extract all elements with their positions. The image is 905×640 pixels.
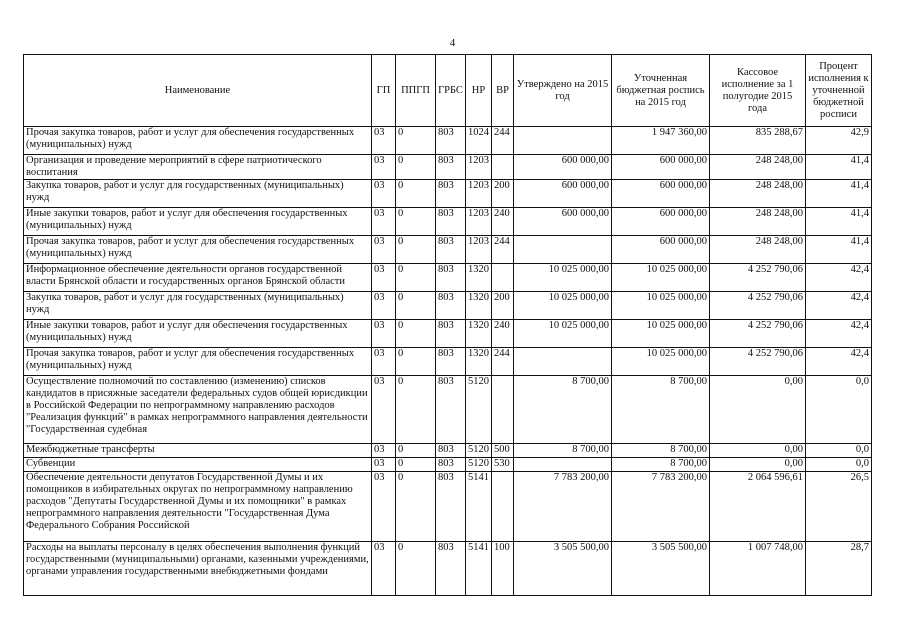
cell-revised-text: 600 000,00 xyxy=(659,180,707,191)
cell-gp-text: 03 xyxy=(374,320,385,331)
cell-grbs-text: 803 xyxy=(438,458,454,469)
cell-name xyxy=(24,127,372,155)
cell-ppgp xyxy=(396,180,436,208)
cell-vr-text: 200 xyxy=(494,292,510,303)
cell-np xyxy=(466,472,492,542)
cell-approved xyxy=(514,320,612,348)
cell-percent-text: 0,0 xyxy=(855,376,869,387)
table-header-row xyxy=(24,55,872,127)
cell-revised xyxy=(612,208,710,236)
cell-name-text: Прочая закупка товаров, работ и услуг для обеспечения государственных (муниципальных) нужд xyxy=(26,348,355,371)
cell-approved-text: 600 000,00 xyxy=(561,180,609,191)
cell-np-text: 5120 xyxy=(468,458,489,469)
cell-grbs xyxy=(436,320,466,348)
cell-vr xyxy=(492,236,514,264)
cell-grbs-text: 803 xyxy=(438,155,454,166)
cell-approved-text: 8 700,00 xyxy=(572,376,609,387)
cell-ppgp-text: 0 xyxy=(398,472,404,483)
cell-grbs-text: 803 xyxy=(438,348,454,359)
header-grbs: ГРБС xyxy=(436,55,466,127)
cell-vr xyxy=(492,320,514,348)
cell-name-text: Прочая закупка товаров, работ и услуг для обеспечения государственных (муниципальных) нужд xyxy=(26,236,355,259)
cell-grbs xyxy=(436,376,466,444)
cell-revised xyxy=(612,376,710,444)
cell-cash-text: 4 252 790,06 xyxy=(747,320,803,331)
cell-ppgp xyxy=(396,348,436,376)
cell-name xyxy=(24,180,372,208)
cell-vr-text: 200 xyxy=(494,180,510,191)
cell-vr xyxy=(492,208,514,236)
cell-percent-text: 41,4 xyxy=(850,236,869,247)
cell-percent xyxy=(806,155,872,180)
cell-revised xyxy=(612,472,710,542)
cell-cash xyxy=(710,458,806,472)
cell-approved-text: 7 783 200,00 xyxy=(553,472,609,483)
cell-revised-text: 600 000,00 xyxy=(659,208,707,219)
header-np: НР xyxy=(466,55,492,127)
cell-name-text: Иные закупки товаров, работ и услуг для обеспечения государственных (муниципальных) нужд xyxy=(26,208,348,231)
cell-gp-text: 03 xyxy=(374,458,385,469)
cell-percent-text: 42,9 xyxy=(850,127,869,138)
cell-gp-text: 03 xyxy=(374,472,385,483)
cell-approved-text: 8 700,00 xyxy=(572,444,609,455)
page-number: 4 xyxy=(449,37,456,49)
cell-ppgp xyxy=(396,376,436,444)
cell-percent xyxy=(806,180,872,208)
cell-np xyxy=(466,458,492,472)
cell-approved xyxy=(514,472,612,542)
cell-name-text: Осуществление полномочий по составлению (изменению) списков кандидатов в присяжные заседатели федеральных судов общей юрисдикции в Российской Федерации по непрограммному направлению расходов "Реализация функций" в рамках непрограммного направления деятельности "Государственная судебная xyxy=(26,376,368,435)
cell-revised-text: 3 505 500,00 xyxy=(651,542,707,553)
cell-gp-text: 03 xyxy=(374,155,385,166)
cell-grbs xyxy=(436,264,466,292)
cell-np xyxy=(466,444,492,458)
cell-np-text: 5141 xyxy=(468,542,489,553)
cell-revised xyxy=(612,444,710,458)
cell-gp xyxy=(372,376,396,444)
table-row xyxy=(24,458,872,472)
cell-gp-text: 03 xyxy=(374,376,385,387)
cell-grbs xyxy=(436,155,466,180)
cell-np-text: 1320 xyxy=(468,320,489,331)
cell-vr-text: 244 xyxy=(494,127,510,138)
cell-gp-text: 03 xyxy=(374,208,385,219)
cell-percent xyxy=(806,348,872,376)
cell-revised xyxy=(612,127,710,155)
cell-grbs-text: 803 xyxy=(438,472,454,483)
cell-np-text: 1203 xyxy=(468,236,489,247)
cell-name-text: Субвенции xyxy=(26,458,76,469)
cell-gp xyxy=(372,127,396,155)
table-row xyxy=(24,320,872,348)
cell-percent-text: 0,0 xyxy=(855,458,869,469)
cell-name xyxy=(24,376,372,444)
cell-np-text: 5141 xyxy=(468,472,489,483)
budget-table xyxy=(23,54,872,596)
cell-percent-text: 41,4 xyxy=(850,180,869,191)
cell-np-text: 1024 xyxy=(468,127,489,138)
cell-revised xyxy=(612,264,710,292)
table-row xyxy=(24,155,872,180)
cell-revised xyxy=(612,458,710,472)
cell-cash xyxy=(710,472,806,542)
cell-vr xyxy=(492,542,514,596)
cell-ppgp xyxy=(396,542,436,596)
cell-vr xyxy=(492,376,514,444)
cell-cash xyxy=(710,236,806,264)
table-row xyxy=(24,208,872,236)
cell-cash xyxy=(710,292,806,320)
cell-np-text: 1320 xyxy=(468,292,489,303)
cell-name-text: Информационное обеспечение деятельности органов государственной власти Брянской области и государственных органов Брянской области xyxy=(26,264,345,287)
header-gp: ГП xyxy=(372,55,396,127)
cell-approved xyxy=(514,208,612,236)
cell-grbs-text: 803 xyxy=(438,180,454,191)
cell-revised-text: 10 025 000,00 xyxy=(646,348,707,359)
table-row xyxy=(24,472,872,542)
cell-gp-text: 03 xyxy=(374,542,385,553)
cell-name xyxy=(24,236,372,264)
cell-grbs xyxy=(436,472,466,542)
cell-cash-text: 248 248,00 xyxy=(755,236,803,247)
cell-vr-text: 244 xyxy=(494,236,510,247)
cell-name xyxy=(24,444,372,458)
cell-cash-text: 248 248,00 xyxy=(755,208,803,219)
cell-gp-text: 03 xyxy=(374,180,385,191)
cell-vr xyxy=(492,155,514,180)
cell-approved xyxy=(514,180,612,208)
cell-percent xyxy=(806,458,872,472)
cell-ppgp-text: 0 xyxy=(398,155,404,166)
cell-vr-text: 500 xyxy=(494,444,510,455)
cell-approved-text: 10 025 000,00 xyxy=(548,264,609,275)
cell-revised xyxy=(612,180,710,208)
cell-cash-text: 0,00 xyxy=(784,376,803,387)
cell-percent-text: 42,4 xyxy=(850,264,869,275)
cell-np xyxy=(466,180,492,208)
cell-np-text: 1203 xyxy=(468,208,489,219)
cell-name-text: Закупка товаров, работ и услуг для государственных (муниципальных) нужд xyxy=(26,180,344,203)
cell-gp-text: 03 xyxy=(374,348,385,359)
cell-revised xyxy=(612,292,710,320)
cell-revised-text: 10 025 000,00 xyxy=(646,320,707,331)
cell-percent-text: 42,4 xyxy=(850,348,869,359)
cell-vr-text: 240 xyxy=(494,320,510,331)
cell-gp xyxy=(372,320,396,348)
cell-approved-text: 3 505 500,00 xyxy=(553,542,609,553)
cell-approved xyxy=(514,376,612,444)
cell-np xyxy=(466,292,492,320)
cell-revised xyxy=(612,236,710,264)
cell-cash-text: 2 064 596,61 xyxy=(747,472,803,483)
cell-cash xyxy=(710,444,806,458)
cell-cash xyxy=(710,264,806,292)
cell-name-text: Иные закупки товаров, работ и услуг для обеспечения государственных (муниципальных) нужд xyxy=(26,320,348,343)
cell-grbs-text: 803 xyxy=(438,127,454,138)
cell-grbs-text: 803 xyxy=(438,292,454,303)
cell-cash xyxy=(710,127,806,155)
cell-grbs xyxy=(436,542,466,596)
cell-ppgp xyxy=(396,444,436,458)
cell-cash xyxy=(710,155,806,180)
cell-cash xyxy=(710,180,806,208)
cell-vr-text: 240 xyxy=(494,208,510,219)
cell-ppgp-text: 0 xyxy=(398,348,404,359)
cell-cash xyxy=(710,320,806,348)
cell-grbs-text: 803 xyxy=(438,376,454,387)
cell-cash-text: 4 252 790,06 xyxy=(747,264,803,275)
header-approved: Утверждено на 2015 год xyxy=(514,55,612,127)
cell-grbs-text: 803 xyxy=(438,320,454,331)
cell-percent-text: 28,7 xyxy=(850,542,869,553)
cell-np-text: 1320 xyxy=(468,348,489,359)
cell-cash-text: 4 252 790,06 xyxy=(747,348,803,359)
cell-ppgp xyxy=(396,320,436,348)
cell-cash-text: 0,00 xyxy=(784,458,803,469)
cell-percent-text: 0,0 xyxy=(855,444,869,455)
cell-ppgp-text: 0 xyxy=(398,127,404,138)
cell-name-text: Обеспечение деятельности депутатов Государственной Думы и их помощников в избирательных округах по непрограммному направлению расходов "Депутаты Государственной Думы и их помощники" в рамках непрограммного направления деятельности "Государственная Дума Федерального Собрания Российской xyxy=(26,472,353,531)
cell-vr xyxy=(492,264,514,292)
cell-approved xyxy=(514,127,612,155)
cell-ppgp-text: 0 xyxy=(398,376,404,387)
cell-revised-text: 1 947 360,00 xyxy=(651,127,707,138)
cell-approved xyxy=(514,542,612,596)
cell-gp xyxy=(372,444,396,458)
cell-cash-text: 0,00 xyxy=(784,444,803,455)
cell-name xyxy=(24,155,372,180)
cell-gp xyxy=(372,208,396,236)
table-row xyxy=(24,444,872,458)
cell-percent-text: 41,4 xyxy=(850,208,869,219)
cell-percent-text: 42,4 xyxy=(850,320,869,331)
cell-ppgp-text: 0 xyxy=(398,320,404,331)
cell-vr xyxy=(492,127,514,155)
cell-approved xyxy=(514,444,612,458)
cell-name xyxy=(24,458,372,472)
cell-grbs xyxy=(436,236,466,264)
cell-ppgp xyxy=(396,458,436,472)
cell-name xyxy=(24,292,372,320)
cell-percent xyxy=(806,264,872,292)
cell-gp xyxy=(372,292,396,320)
cell-ppgp xyxy=(396,236,436,264)
cell-cash-text: 1 007 748,00 xyxy=(747,542,803,553)
cell-name xyxy=(24,542,372,596)
cell-np-text: 1203 xyxy=(468,180,489,191)
cell-name-text: Закупка товаров, работ и услуг для государственных (муниципальных) нужд xyxy=(26,292,344,315)
cell-np xyxy=(466,376,492,444)
cell-cash-text: 248 248,00 xyxy=(755,180,803,191)
cell-gp xyxy=(372,542,396,596)
cell-ppgp-text: 0 xyxy=(398,264,404,275)
cell-name xyxy=(24,348,372,376)
cell-gp xyxy=(372,348,396,376)
cell-np-text: 5120 xyxy=(468,376,489,387)
cell-gp xyxy=(372,180,396,208)
cell-gp-text: 03 xyxy=(374,236,385,247)
cell-revised-text: 600 000,00 xyxy=(659,236,707,247)
cell-approved xyxy=(514,348,612,376)
table-row xyxy=(24,180,872,208)
header-vr: ВР xyxy=(492,55,514,127)
cell-grbs-text: 803 xyxy=(438,236,454,247)
cell-name-text: Расходы на выплаты персоналу в целях обеспечения выполнения функций государственными (муниципальными) органами, казенными учреждениями, органами управления государственными внебюджетными фондами xyxy=(26,542,369,577)
cell-percent-text: 42,4 xyxy=(850,292,869,303)
table-row xyxy=(24,264,872,292)
cell-grbs-text: 803 xyxy=(438,444,454,455)
cell-name xyxy=(24,264,372,292)
cell-ppgp-text: 0 xyxy=(398,292,404,303)
cell-vr xyxy=(492,458,514,472)
cell-ppgp-text: 0 xyxy=(398,180,404,191)
cell-ppgp-text: 0 xyxy=(398,208,404,219)
cell-cash xyxy=(710,542,806,596)
cell-revised-text: 8 700,00 xyxy=(670,444,707,455)
cell-approved xyxy=(514,458,612,472)
cell-grbs xyxy=(436,444,466,458)
table-row xyxy=(24,348,872,376)
cell-approved-text: 10 025 000,00 xyxy=(548,292,609,303)
cell-grbs xyxy=(436,348,466,376)
cell-grbs-text: 803 xyxy=(438,264,454,275)
cell-percent xyxy=(806,376,872,444)
cell-ppgp xyxy=(396,155,436,180)
cell-gp-text: 03 xyxy=(374,127,385,138)
cell-percent xyxy=(806,127,872,155)
cell-ppgp xyxy=(396,264,436,292)
cell-approved xyxy=(514,264,612,292)
header-percent: Процент исполнения к уточненной бюджетной росписи xyxy=(806,55,872,127)
cell-name-text: Межбюджетные трансферты xyxy=(26,444,155,455)
cell-vr xyxy=(492,348,514,376)
cell-ppgp-text: 0 xyxy=(398,236,404,247)
cell-np xyxy=(466,348,492,376)
cell-vr xyxy=(492,292,514,320)
cell-approved xyxy=(514,155,612,180)
cell-ppgp-text: 0 xyxy=(398,458,404,469)
cell-cash-text: 835 288,67 xyxy=(755,127,803,138)
table-row xyxy=(24,236,872,264)
cell-revised xyxy=(612,320,710,348)
cell-revised-text: 7 783 200,00 xyxy=(651,472,707,483)
cell-np xyxy=(466,127,492,155)
cell-revised-text: 10 025 000,00 xyxy=(646,292,707,303)
cell-name-text: Прочая закупка товаров, работ и услуг для обеспечения государственных (муниципальных) нужд xyxy=(26,127,355,150)
cell-grbs xyxy=(436,208,466,236)
cell-cash xyxy=(710,348,806,376)
table-row xyxy=(24,542,872,596)
cell-np-text: 1320 xyxy=(468,264,489,275)
cell-np xyxy=(466,542,492,596)
cell-grbs xyxy=(436,180,466,208)
cell-revised xyxy=(612,542,710,596)
cell-grbs-text: 803 xyxy=(438,542,454,553)
cell-grbs xyxy=(436,458,466,472)
header-ppgp: ППГП xyxy=(396,55,436,127)
cell-name xyxy=(24,208,372,236)
cell-percent xyxy=(806,542,872,596)
cell-np-text: 1203 xyxy=(468,155,489,166)
cell-grbs-text: 803 xyxy=(438,208,454,219)
cell-approved-text: 10 025 000,00 xyxy=(548,320,609,331)
cell-gp xyxy=(372,472,396,542)
cell-revised xyxy=(612,348,710,376)
cell-approved-text: 600 000,00 xyxy=(561,155,609,166)
cell-gp xyxy=(372,264,396,292)
cell-np xyxy=(466,236,492,264)
table-row xyxy=(24,127,872,155)
cell-gp xyxy=(372,155,396,180)
cell-np xyxy=(466,264,492,292)
cell-approved-text: 600 000,00 xyxy=(561,208,609,219)
cell-approved xyxy=(514,236,612,264)
cell-np xyxy=(466,320,492,348)
cell-percent xyxy=(806,320,872,348)
cell-revised xyxy=(612,155,710,180)
cell-revised-text: 8 700,00 xyxy=(670,376,707,387)
cell-percent xyxy=(806,444,872,458)
cell-name-text: Организация и проведение мероприятий в сфере патриотического воспитания xyxy=(26,155,322,178)
cell-ppgp xyxy=(396,208,436,236)
cell-gp xyxy=(372,236,396,264)
header-revised: Уточненная бюджетная роспись на 2015 год xyxy=(612,55,710,127)
cell-vr xyxy=(492,444,514,458)
table-row xyxy=(24,292,872,320)
cell-np xyxy=(466,155,492,180)
cell-vr-text: 244 xyxy=(494,348,510,359)
cell-name xyxy=(24,320,372,348)
cell-ppgp xyxy=(396,127,436,155)
cell-vr xyxy=(492,472,514,542)
cell-cash xyxy=(710,376,806,444)
cell-ppgp-text: 0 xyxy=(398,444,404,455)
cell-revised-text: 10 025 000,00 xyxy=(646,264,707,275)
cell-vr-text: 100 xyxy=(494,542,510,553)
cell-revised-text: 8 700,00 xyxy=(670,458,707,469)
cell-vr-text: 530 xyxy=(494,458,510,469)
cell-ppgp-text: 0 xyxy=(398,542,404,553)
table-row xyxy=(24,376,872,444)
cell-percent-text: 41,4 xyxy=(850,155,869,166)
cell-cash-text: 248 248,00 xyxy=(755,155,803,166)
cell-vr xyxy=(492,180,514,208)
cell-np xyxy=(466,208,492,236)
cell-percent xyxy=(806,472,872,542)
cell-gp-text: 03 xyxy=(374,292,385,303)
header-name: Наименование xyxy=(24,55,372,127)
cell-cash-text: 4 252 790,06 xyxy=(747,292,803,303)
header-cash: Кассовое исполнение за 1 полугодие 2015 года xyxy=(710,55,806,127)
cell-gp-text: 03 xyxy=(374,444,385,455)
cell-cash xyxy=(710,208,806,236)
cell-ppgp xyxy=(396,472,436,542)
cell-gp-text: 03 xyxy=(374,264,385,275)
cell-ppgp xyxy=(396,292,436,320)
cell-np-text: 5120 xyxy=(468,444,489,455)
cell-percent xyxy=(806,292,872,320)
cell-revised-text: 600 000,00 xyxy=(659,155,707,166)
cell-name xyxy=(24,472,372,542)
cell-percent xyxy=(806,208,872,236)
cell-approved xyxy=(514,292,612,320)
cell-grbs xyxy=(436,292,466,320)
cell-percent xyxy=(806,236,872,264)
cell-grbs xyxy=(436,127,466,155)
cell-gp xyxy=(372,458,396,472)
cell-percent-text: 26,5 xyxy=(850,472,869,483)
